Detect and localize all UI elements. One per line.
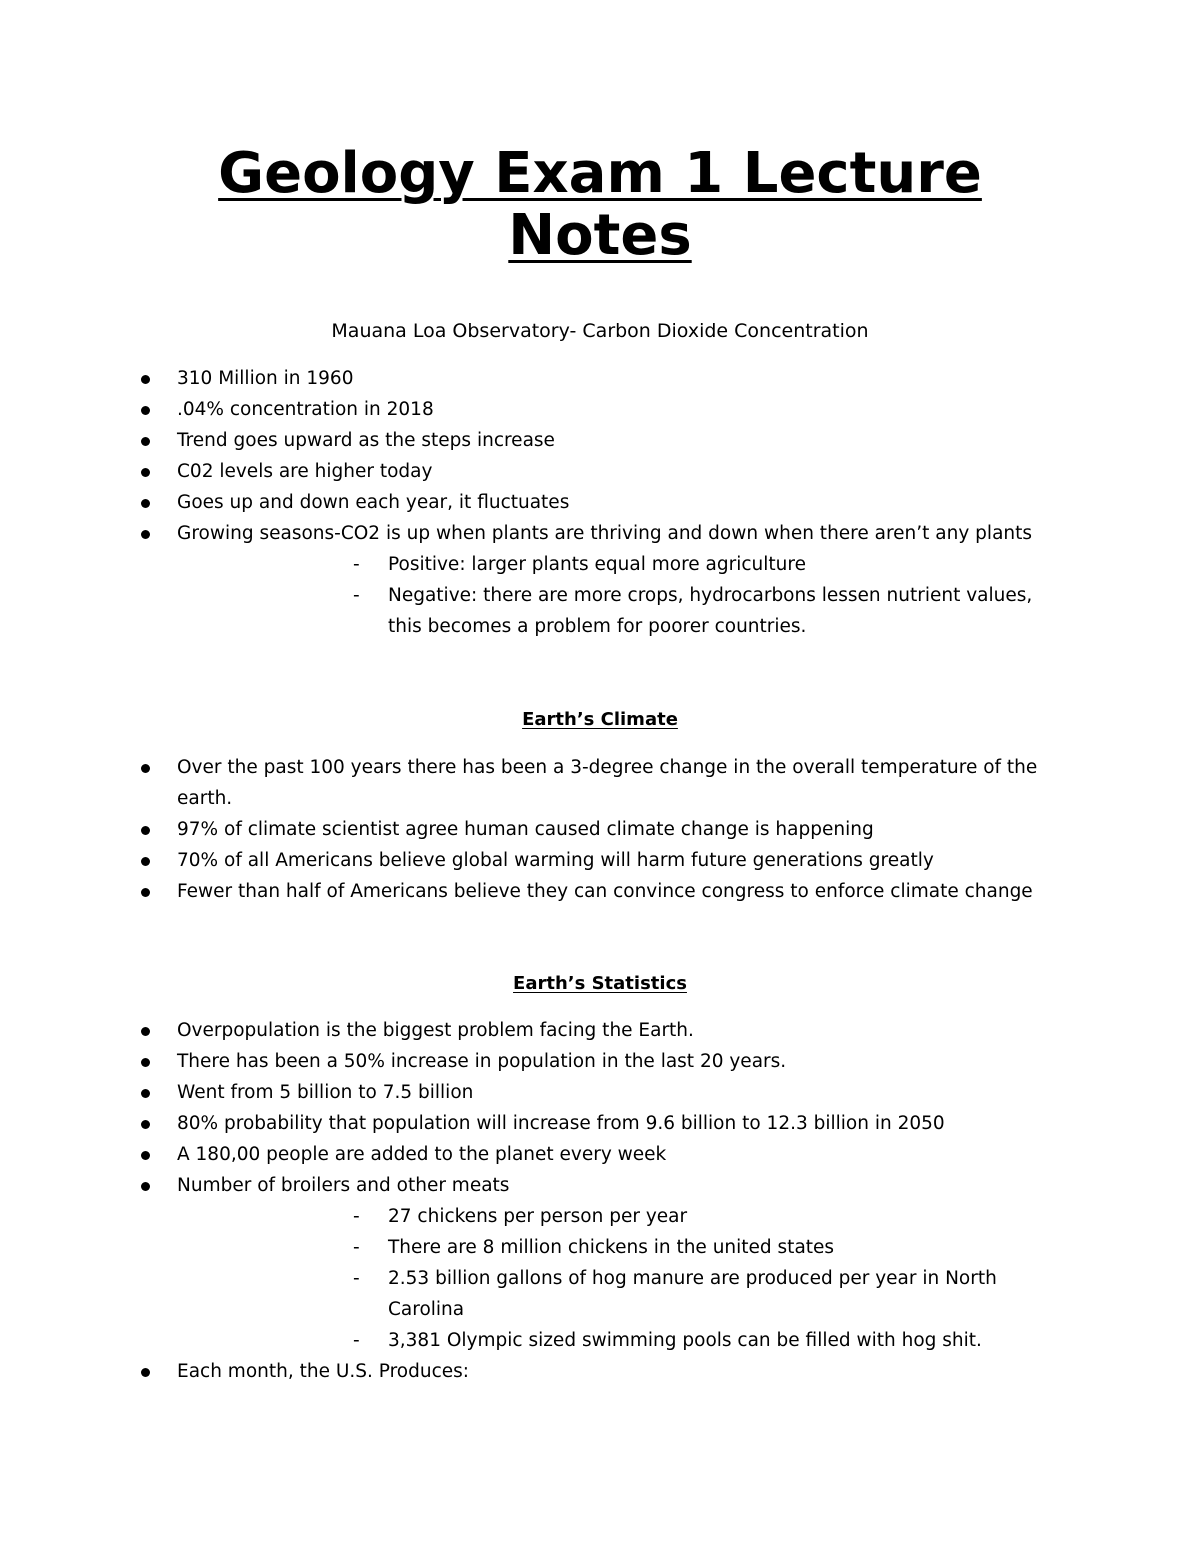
- document-title: [0, 143, 1200, 267]
- dash-marker: -: [353, 554, 360, 575]
- title-line-1: Geology Exam 1 Lecture: [218, 141, 982, 206]
- list-item: Number of broilers and other meats - 27 chickens per person per year - There are 8 million chickens in the united states - 2.53 billion gallons of hog manure are produced per year in North Carolina - 3,381 Olympic sized swimming pools can be filled with hog shit.: [0, 1170, 1200, 1356]
- list-item: 310 Million in 1960: [0, 363, 1200, 394]
- bullet-dot-icon: [141, 1027, 150, 1036]
- section-heading-earths-statistics: Earth’s Statistics: [513, 973, 687, 994]
- co2-bullet-list: [0, 363, 1200, 642]
- dash-marker: -: [353, 1206, 360, 1227]
- bullet-dot-icon: [141, 437, 150, 446]
- list-item: Fewer than half of Americans believe they can convince congress to enforce climate change: [0, 876, 1200, 907]
- bullet-dot-icon: [141, 468, 150, 477]
- bullet-dot-icon: [141, 406, 150, 415]
- bullet-dot-icon: [141, 1089, 150, 1098]
- sub-list-item: - There are 8 million chickens in the united states: [388, 1232, 1070, 1263]
- dash-marker: -: [353, 1237, 360, 1258]
- bullet-dot-icon: [141, 375, 150, 384]
- sub-list-item: - 27 chickens per person per year: [388, 1201, 1070, 1232]
- list-item: 80% probability that population will increase from 9.6 billion to 12.3 billion in 2050: [0, 1108, 1200, 1139]
- list-item: Growing seasons-CO2 is up when plants are thriving and down when there aren’t any plants - Positive: larger plants equal more agriculture - Negative: there are more crops, hydrocarbons lessen nutrient values, this becomes a problem for poorer countries.: [0, 518, 1200, 642]
- bullet-dot-icon: [141, 1058, 150, 1067]
- dash-marker: -: [353, 1268, 360, 1289]
- statistics-bullet-list: [0, 1015, 1200, 1387]
- list-item: Each month, the U.S. Produces:: [0, 1356, 1200, 1387]
- list-item: Goes up and down each year, it fluctuates: [0, 487, 1200, 518]
- list-item: C02 levels are higher today: [0, 456, 1200, 487]
- bullet-dot-icon: [141, 499, 150, 508]
- dash-marker: -: [353, 585, 360, 606]
- list-item: There has been a 50% increase in population in the last 20 years.: [0, 1046, 1200, 1077]
- section-heading-earths-climate: Earth’s Climate: [522, 709, 678, 730]
- sub-list-item: - 3,381 Olympic sized swimming pools can be filled with hog shit.: [388, 1325, 1070, 1356]
- list-item: 70% of all Americans believe global warming will harm future generations greatly: [0, 845, 1200, 876]
- list-item: Trend goes upward as the steps increase: [0, 425, 1200, 456]
- bullet-dot-icon: [141, 764, 150, 773]
- bullet-dot-icon: [141, 1368, 150, 1377]
- list-item: Went from 5 billion to 7.5 billion: [0, 1077, 1200, 1108]
- bullet-dot-icon: [141, 1151, 150, 1160]
- list-item: Overpopulation is the biggest problem facing the Earth.: [0, 1015, 1200, 1046]
- section-subtitle-mauna-loa: Mauana Loa Observatory- Carbon Dioxide Concentration: [331, 320, 869, 342]
- growing-seasons-sub-list: [177, 549, 1070, 642]
- list-item: .04% concentration in 2018: [0, 394, 1200, 425]
- sub-list-item: - Positive: larger plants equal more agriculture: [388, 549, 1070, 580]
- bullet-dot-icon: [141, 530, 150, 539]
- bullet-dot-icon: [141, 1120, 150, 1129]
- list-item: A 180,00 people are added to the planet every week: [0, 1139, 1200, 1170]
- sub-list-item: - Negative: there are more crops, hydrocarbons lessen nutrient values, this becomes a problem for poorer countries.: [388, 580, 1070, 642]
- bullet-dot-icon: [141, 857, 150, 866]
- climate-bullet-list: [0, 752, 1200, 907]
- dash-marker: -: [353, 1330, 360, 1351]
- sub-list-item: - 2.53 billion gallons of hog manure are produced per year in North Carolina: [388, 1263, 1070, 1325]
- title-line-2: Notes: [508, 203, 692, 268]
- list-item: 97% of climate scientist agree human caused climate change is happening: [0, 814, 1200, 845]
- bullet-dot-icon: [141, 826, 150, 835]
- meats-sub-list: [177, 1201, 1070, 1356]
- bullet-dot-icon: [141, 1182, 150, 1191]
- list-item: Over the past 100 years there has been a 3-degree change in the overall temperature of the earth.: [0, 752, 1200, 814]
- bullet-dot-icon: [141, 888, 150, 897]
